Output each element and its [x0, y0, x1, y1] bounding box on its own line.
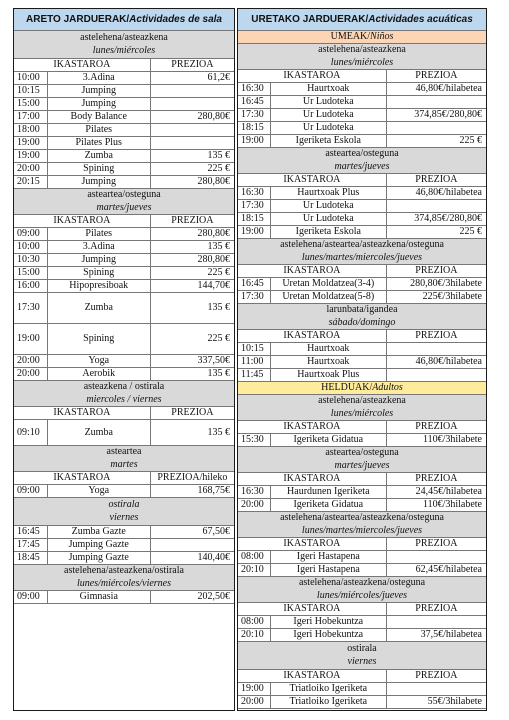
table-header-row: IKASTAROA PREZIOA/hileko — [14, 472, 234, 485]
time-cell: 09:10 — [14, 420, 48, 445]
table-row — [14, 324, 234, 355]
col-time-header: IKASTAROA — [238, 265, 387, 277]
course-cell: Body Balance — [48, 111, 151, 123]
table-row — [14, 98, 234, 111]
time-cell: 17:30 — [238, 109, 271, 121]
time-cell: 19:00 — [14, 137, 48, 149]
table-row — [14, 241, 234, 254]
sala-day-band: astearteа/osteguna martes/jueves — [14, 189, 234, 215]
table-row — [238, 683, 486, 696]
time-cell: 11:45 — [238, 369, 271, 381]
course-cell: Jumping — [48, 176, 151, 188]
time-cell: 19:00 — [238, 135, 271, 147]
sala-title: ARETO JARDUERAK/ — [26, 13, 130, 25]
col-price-header: PREZIOA — [415, 265, 458, 276]
table-row — [238, 96, 486, 109]
time-cell: 18:15 — [238, 213, 271, 225]
price-cell: 135 € — [207, 241, 230, 252]
col-price-header: PREZIOA — [415, 421, 458, 432]
table-row — [238, 343, 486, 356]
table-header-row — [238, 174, 486, 187]
time-cell: 20:00 — [238, 696, 271, 708]
price-cell: 46,80€/hilabetea — [415, 356, 482, 367]
aquatic-day-band: larunbata/igandea sábado/domingo — [238, 304, 486, 330]
table-row — [14, 137, 234, 150]
table-row — [238, 629, 486, 642]
table-header-row — [238, 70, 486, 83]
time-cell: 16:00 — [14, 280, 48, 292]
course-cell: Haurtxoak — [271, 343, 387, 355]
table-row — [14, 176, 234, 189]
course-cell: Jumping — [48, 85, 151, 97]
price-cell: 225 € — [459, 226, 482, 237]
table-row — [238, 434, 486, 447]
course-cell: Ur Ludoteka — [271, 109, 387, 121]
time-cell: 20:00 — [14, 355, 48, 367]
table-header-row — [238, 670, 486, 683]
time-cell: 10:00 — [14, 241, 48, 253]
price-cell — [151, 98, 234, 110]
table-header-row: IKASTAROA PREZIOA — [14, 59, 234, 72]
sala-day-band: astelehena/asteazkena/ostirala lunes/miércoles/viernes — [14, 565, 234, 591]
price-cell: 168,75€ — [197, 485, 230, 496]
time-cell: 19:00 — [238, 683, 271, 695]
table-row — [14, 420, 234, 446]
time-cell: 08:00 — [238, 551, 271, 563]
table-row — [238, 499, 486, 512]
sala-day-band: asteartea martes — [14, 446, 234, 472]
price-cell — [151, 85, 234, 97]
table-row — [238, 122, 486, 135]
time-cell: 11:00 — [238, 356, 271, 368]
aquatic-day-band: astelehena/asteartea/asteazkena/osteguna lunes/martes/miercoles/jueves — [238, 239, 486, 265]
sala-sec5-rows — [14, 526, 234, 565]
aquatic-s6 — [238, 447, 486, 512]
price-cell: 202,50€ — [197, 591, 230, 602]
table-row — [238, 291, 486, 304]
sala-day-band: astelehena/asteazkena lunes/miércoles — [14, 31, 234, 59]
aquatic-day-band: astelehena/asteartea/asteazkena/osteguna lunes/martes/miercoles/jueves — [238, 512, 486, 538]
sala-title-es: Actividades de sala — [129, 13, 222, 25]
aquatic-s2 — [238, 148, 486, 239]
course-cell: Haurdunen Igeriketa — [271, 486, 387, 498]
table-row — [238, 200, 486, 213]
price-cell — [151, 539, 234, 551]
price-cell — [387, 343, 486, 355]
table-row — [14, 124, 234, 137]
course-cell: Igeri Hastapena — [271, 564, 387, 576]
price-cell: 337,50€ — [197, 355, 230, 366]
sala-day-band: asteazkena / ostirala miercoles / viernes — [14, 381, 234, 407]
aquatic-s4 — [238, 304, 486, 382]
table-row — [238, 551, 486, 564]
course-cell: Igeriketa Eskola — [271, 135, 387, 147]
price-cell: 140,40€ — [197, 552, 230, 563]
table-header-row — [238, 330, 486, 343]
price-cell: 374,85€/280,80€ — [414, 213, 482, 224]
time-cell: 10:15 — [238, 343, 271, 355]
price-cell — [387, 683, 486, 695]
table-row — [14, 72, 234, 85]
price-cell — [387, 122, 486, 134]
sala-sec6-rows — [14, 591, 234, 604]
aquatic-title: URETAKO JARDUERAK/ — [251, 13, 369, 25]
aquatic-activities-panel — [237, 8, 487, 711]
price-cell: 135 € — [207, 368, 230, 379]
price-cell: 225 € — [207, 267, 230, 278]
price-cell: 135 € — [207, 426, 230, 438]
aquatic-day-band: astelehena/asteazkena lunes/miércoles — [238, 395, 486, 421]
course-cell: Triatloiko Igeriketa — [271, 683, 387, 695]
price-cell: 62,45€/hilabetea — [415, 564, 482, 575]
course-cell: Uretan Moldatzea(3-4) — [271, 278, 387, 290]
aquatic-s8 — [238, 577, 486, 642]
course-cell: Igeriketa Gidatua — [271, 499, 387, 511]
aquatic-day-band: ostirala viernes — [238, 642, 486, 670]
table-row — [238, 616, 486, 629]
price-cell: 144,70€ — [197, 280, 230, 291]
sala-day-band: ostirala viernes — [14, 498, 234, 526]
aquatic-day-band: astelehena/asteazkena/osteguna lunes/miércoles/jueves — [238, 577, 486, 603]
table-row — [14, 150, 234, 163]
table-row — [14, 254, 234, 267]
col-price-header: PREZIOA — [415, 538, 458, 549]
course-cell: Haurtxoak — [271, 356, 387, 368]
sala-sec1-rows — [14, 72, 234, 189]
course-cell: Haurtxoak Plus — [271, 369, 387, 381]
course-cell: Ur Ludoteka — [271, 122, 387, 134]
aquatic-s7 — [238, 512, 486, 577]
course-cell: Igeri Hobekuntza — [271, 616, 387, 628]
course-cell: Jumping Gazte — [48, 539, 151, 551]
price-cell — [387, 96, 486, 108]
time-cell: 20:00 — [238, 499, 271, 511]
time-cell: 18:15 — [238, 122, 271, 134]
course-cell: Gimnasia — [48, 591, 151, 603]
course-cell: Jumping — [48, 254, 151, 266]
price-cell: 374,85€/280,80€ — [414, 109, 482, 120]
table-row — [14, 539, 234, 552]
course-cell: Igeri Hobekuntza — [271, 629, 387, 641]
time-cell: 15:30 — [238, 434, 271, 446]
time-cell: 16:45 — [238, 96, 271, 108]
table-row — [14, 591, 234, 604]
table-row — [14, 111, 234, 124]
col-time-header: IKASTAROA — [238, 421, 387, 433]
table-header-row — [238, 603, 486, 616]
time-cell: 17:00 — [14, 111, 48, 123]
adults-subheader: HELDUAK/ Adultos — [238, 382, 486, 395]
price-cell: 46,80€/hilabetea — [415, 83, 482, 94]
aquatic-title-es: Actividades acuáticas — [368, 13, 473, 25]
table-header-row — [238, 538, 486, 551]
aquatic-day-band: astelehena/asteazkena lunes/miércoles — [238, 44, 486, 70]
aquatic-day-band: asteartea/osteguna martes/jueves — [238, 148, 486, 174]
col-time-header: IKASTAROA — [238, 538, 387, 550]
time-cell: 15:00 — [14, 267, 48, 279]
price-cell — [387, 616, 486, 628]
aquatic-s3 — [238, 239, 486, 304]
col-price-header: PREZIOA — [415, 603, 458, 614]
time-cell: 15:00 — [14, 98, 48, 110]
table-row — [14, 280, 234, 293]
time-cell: 20:10 — [238, 629, 271, 641]
course-cell: 3.Adina — [48, 241, 151, 253]
price-cell: 280,80€ — [197, 254, 230, 265]
aquatic-s5 — [238, 395, 486, 447]
course-cell: Zumba — [48, 420, 151, 445]
price-cell: 225 € — [207, 333, 230, 344]
course-cell: Spining — [48, 163, 151, 175]
table-row — [14, 355, 234, 368]
children-subheader: UMEAK/ Niños — [238, 31, 486, 44]
table-row — [14, 163, 234, 176]
time-cell: 20:15 — [14, 176, 48, 188]
course-cell: Yoga — [48, 355, 151, 367]
table-header-row — [238, 265, 486, 278]
course-cell: Zumba Gazte — [48, 526, 151, 538]
time-cell: 16:45 — [238, 278, 271, 290]
price-cell: 37,5€/hilabetea — [420, 629, 482, 640]
course-cell: Igeriketa Eskola — [271, 226, 387, 238]
col-time-header: IKASTAROA — [238, 670, 387, 682]
table-row — [238, 278, 486, 291]
table-row — [14, 485, 234, 498]
price-cell — [387, 369, 486, 381]
time-cell: 18:45 — [14, 552, 48, 564]
course-cell: Triatloiko Igeriketa — [271, 696, 387, 708]
course-cell: Jumping Gazte — [48, 552, 151, 564]
course-cell: Pilates — [48, 124, 151, 136]
course-cell: Haurtxoak Plus — [271, 187, 387, 199]
sala-sec4-rows — [14, 485, 234, 498]
course-cell: Uretan Moldatzea(5-8) — [271, 291, 387, 303]
table-row — [14, 368, 234, 381]
table-header-row: IKASTAROA PREZIOA — [14, 215, 234, 228]
time-cell: 18:00 — [14, 124, 48, 136]
price-cell: 280,80€ — [197, 228, 230, 239]
col-price-header: PREZIOA — [415, 473, 458, 484]
price-cell: 280,80€/3hilabete — [410, 278, 482, 289]
time-cell: 20:00 — [14, 163, 48, 175]
table-row — [238, 213, 486, 226]
table-row — [238, 486, 486, 499]
time-cell: 10:15 — [14, 85, 48, 97]
table-row — [14, 228, 234, 241]
price-cell: 280,80€ — [197, 111, 230, 122]
price-cell — [387, 200, 486, 212]
col-time-header: IKASTAROA — [238, 330, 387, 342]
price-cell: 67,50€ — [202, 526, 230, 537]
course-cell: Zumba — [48, 293, 151, 323]
time-cell: 20:00 — [14, 368, 48, 380]
table-row — [238, 356, 486, 369]
time-cell: 16:30 — [238, 187, 271, 199]
price-cell: 110€/3hilabete — [422, 499, 482, 510]
table-row — [238, 135, 486, 148]
price-cell — [151, 137, 234, 149]
col-time-header: IKASTAROA — [238, 603, 387, 615]
table-row — [238, 369, 486, 382]
time-cell: 19:00 — [14, 324, 48, 354]
time-cell: 17:30 — [14, 293, 48, 323]
time-cell: 08:00 — [238, 616, 271, 628]
col-time-header: IKASTAROA — [238, 473, 387, 485]
time-cell: 16:45 — [14, 526, 48, 538]
course-cell: Spining — [48, 324, 151, 354]
course-cell: Jumping — [48, 98, 151, 110]
aquatic-header — [238, 9, 486, 31]
course-cell: Spining — [48, 267, 151, 279]
table-row — [238, 83, 486, 96]
price-cell: 280,80€ — [197, 176, 230, 187]
table-row — [14, 85, 234, 98]
course-cell: Ur Ludoteka — [271, 96, 387, 108]
price-cell: 24,45€/hilabetea — [415, 486, 482, 497]
price-cell: 135 € — [207, 302, 230, 313]
col-price-header: PREZIOA — [415, 174, 458, 185]
table-header-row — [238, 421, 486, 434]
price-cell: 225 € — [459, 135, 482, 146]
price-cell: 110€/3hilabete — [422, 434, 482, 445]
table-row — [14, 552, 234, 565]
course-cell: Yoga — [48, 485, 151, 497]
course-cell: Pilates Plus — [48, 137, 151, 149]
course-cell: Igeri Hastapena — [271, 551, 387, 563]
price-cell — [151, 124, 234, 136]
table-header-row — [238, 473, 486, 486]
sala-sec2-rows — [14, 228, 234, 381]
table-row — [238, 109, 486, 122]
time-cell: 17:30 — [238, 200, 271, 212]
sala-header — [14, 9, 234, 31]
price-cell: 225€/3hilabete — [422, 291, 482, 302]
time-cell: 09:00 — [14, 228, 48, 240]
col-time-header: IKASTAROA — [238, 70, 387, 82]
time-cell: 16:30 — [238, 486, 271, 498]
course-cell: Igeriketa Gidatua — [271, 434, 387, 446]
time-cell: 10:30 — [14, 254, 48, 266]
price-cell: 46,80€/hilabetea — [415, 187, 482, 198]
time-cell: 16:30 — [238, 83, 271, 95]
time-cell: 09:00 — [14, 591, 48, 603]
time-cell: 10:00 — [14, 72, 48, 84]
table-row — [238, 226, 486, 239]
table-header-row: IKASTAROA PREZIOA — [14, 407, 234, 420]
course-cell: Ur Ludoteka — [271, 213, 387, 225]
aquatic-s1 — [238, 44, 486, 148]
time-cell: 19:00 — [238, 226, 271, 238]
aquatic-s9 — [238, 642, 486, 709]
col-price-header: PREZIOA — [415, 70, 458, 81]
col-price-header: PREZIOA — [415, 670, 458, 681]
time-cell: 17:30 — [238, 291, 271, 303]
price-cell: 135 € — [207, 150, 230, 161]
price-cell — [387, 551, 486, 563]
course-cell: Pilates — [48, 228, 151, 240]
time-cell: 17:45 — [14, 539, 48, 551]
course-cell: Ur Ludoteka — [271, 200, 387, 212]
course-cell: Hipopresiboak — [48, 280, 151, 292]
price-cell: 225 € — [207, 163, 230, 174]
price-cell: 55€/3hilabete — [427, 696, 482, 707]
table-row — [14, 293, 234, 324]
sala-sec3-rows — [14, 420, 234, 446]
table-row — [14, 526, 234, 539]
table-row — [238, 187, 486, 200]
course-cell: Haurtxoak — [271, 83, 387, 95]
time-cell: 09:00 — [14, 485, 48, 497]
course-cell: 3.Adina — [48, 72, 151, 84]
col-price-header: PREZIOA — [415, 330, 458, 341]
sala-activities-panel — [13, 8, 235, 711]
aquatic-day-band: asteartea/osteguna martes/jueves — [238, 447, 486, 473]
time-cell: 19:00 — [14, 150, 48, 162]
course-cell: Aerobik — [48, 368, 151, 380]
table-row — [238, 696, 486, 709]
price-cell: 61,2€ — [207, 72, 230, 83]
table-row — [238, 564, 486, 577]
col-time-header: IKASTAROA — [238, 174, 387, 186]
course-cell: Zumba — [48, 150, 151, 162]
time-cell: 20:10 — [238, 564, 271, 576]
table-row — [14, 267, 234, 280]
